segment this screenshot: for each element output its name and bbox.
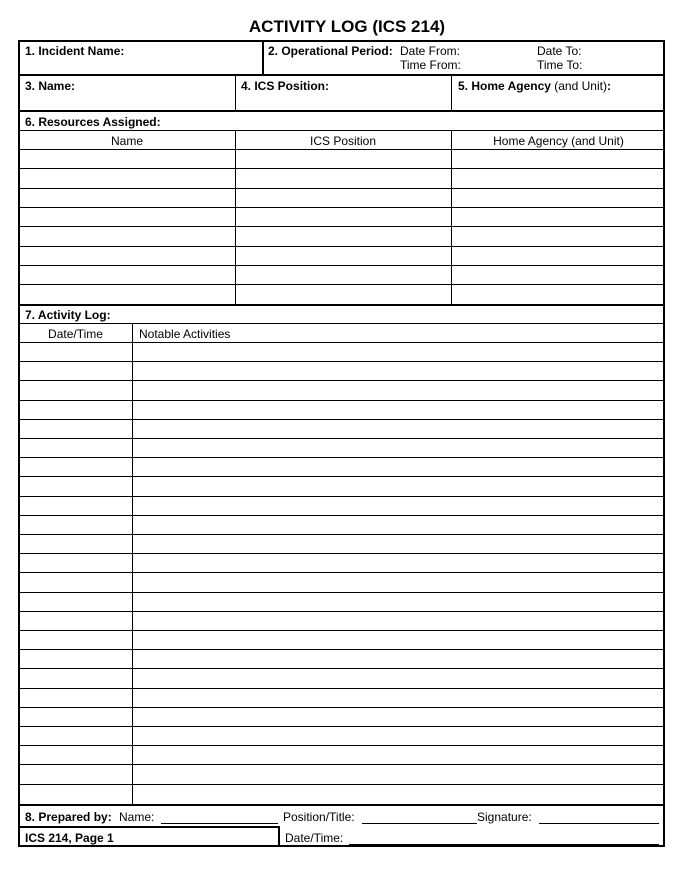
home-agency-label-bold: 5. Home Agency — [458, 79, 551, 93]
position-title-label: Position/Title: — [283, 810, 355, 824]
entry-row-line — [19, 784, 665, 785]
entry-row-line — [19, 630, 665, 631]
ics-position-label: 4. ICS Position: — [241, 79, 330, 93]
home-agency-label-colon: : — [606, 79, 611, 93]
entry-row-line — [19, 380, 665, 381]
entry-row-line — [19, 764, 665, 765]
divider — [19, 110, 665, 112]
form-page-label: ICS 214, Page 1 — [25, 831, 114, 845]
entry-row-line — [19, 342, 665, 343]
date-time-line[interactable] — [349, 844, 659, 845]
home-agency-label-unit: (and Unit) — [554, 79, 607, 93]
divider — [19, 74, 665, 76]
entry-row-line — [19, 265, 665, 266]
resources-col-name: Name — [110, 134, 143, 148]
entry-row-line — [19, 707, 665, 708]
divider — [451, 130, 452, 304]
activity-log-label: 7. Activity Log: — [25, 308, 111, 322]
resources-assigned-label: 6. Resources Assigned: — [25, 115, 161, 129]
entry-row-line — [19, 207, 665, 208]
divider — [451, 75, 452, 111]
entry-row-line — [19, 246, 665, 247]
entry-row-line — [19, 745, 665, 746]
entry-row-line — [19, 476, 665, 477]
entry-row-line — [19, 534, 665, 535]
entry-row-line — [19, 726, 665, 727]
entry-row-line — [19, 438, 665, 439]
entry-row-line — [19, 688, 665, 689]
prepared-by-label: 8. Prepared by: — [25, 810, 112, 824]
entry-row-line — [19, 457, 665, 458]
divider — [132, 323, 133, 804]
divider — [235, 75, 236, 111]
divider — [235, 130, 236, 304]
divider — [19, 804, 665, 806]
time-to-label: Time To: — [537, 58, 583, 72]
operational-period-label: 2. Operational Period: — [268, 44, 393, 58]
signature-line[interactable] — [539, 823, 659, 824]
entry-row-line — [19, 553, 665, 554]
entry-row-line — [19, 592, 665, 593]
position-title-line[interactable] — [362, 823, 477, 824]
home-agency-label — [458, 79, 611, 93]
resources-col-ics-position: ICS Position — [309, 134, 377, 148]
entry-row-line — [19, 226, 665, 227]
date-to-label: Date To: — [537, 44, 582, 58]
entry-row-line — [19, 611, 665, 612]
entry-row-line — [19, 400, 665, 401]
resources-col-home-agency: Home Agency (and Unit) — [493, 134, 624, 148]
prepared-name-label: Name: — [119, 810, 155, 824]
entry-row-line — [19, 649, 665, 650]
date-time-label: Date/Time: — [285, 831, 344, 845]
time-from-label: Time From: — [400, 58, 461, 72]
activity-col-notable: Notable Activities — [139, 327, 231, 341]
entry-row-line — [19, 572, 665, 573]
divider — [19, 130, 665, 131]
incident-name-label: 1. Incident Name: — [25, 44, 125, 58]
divider — [262, 41, 264, 75]
entry-row-line — [19, 284, 665, 285]
activity-col-datetime: Date/Time — [48, 327, 103, 341]
entry-row-line — [19, 515, 665, 516]
entry-row-line — [19, 419, 665, 420]
date-from-label: Date From: — [400, 44, 461, 58]
divider — [19, 304, 665, 306]
entry-row-line — [19, 668, 665, 669]
divider — [278, 826, 280, 846]
entry-row-line — [19, 188, 665, 189]
form-title: ACTIVITY LOG (ICS 214) — [248, 17, 446, 36]
signature-label: Signature: — [477, 810, 532, 824]
name-label: 3. Name: — [25, 79, 76, 93]
divider — [19, 323, 665, 324]
divider — [19, 826, 279, 828]
entry-row-line — [19, 361, 665, 362]
entry-row-line — [19, 149, 665, 150]
entry-row-line — [19, 168, 665, 169]
prepared-name-line[interactable] — [161, 823, 278, 824]
entry-row-line — [19, 496, 665, 497]
